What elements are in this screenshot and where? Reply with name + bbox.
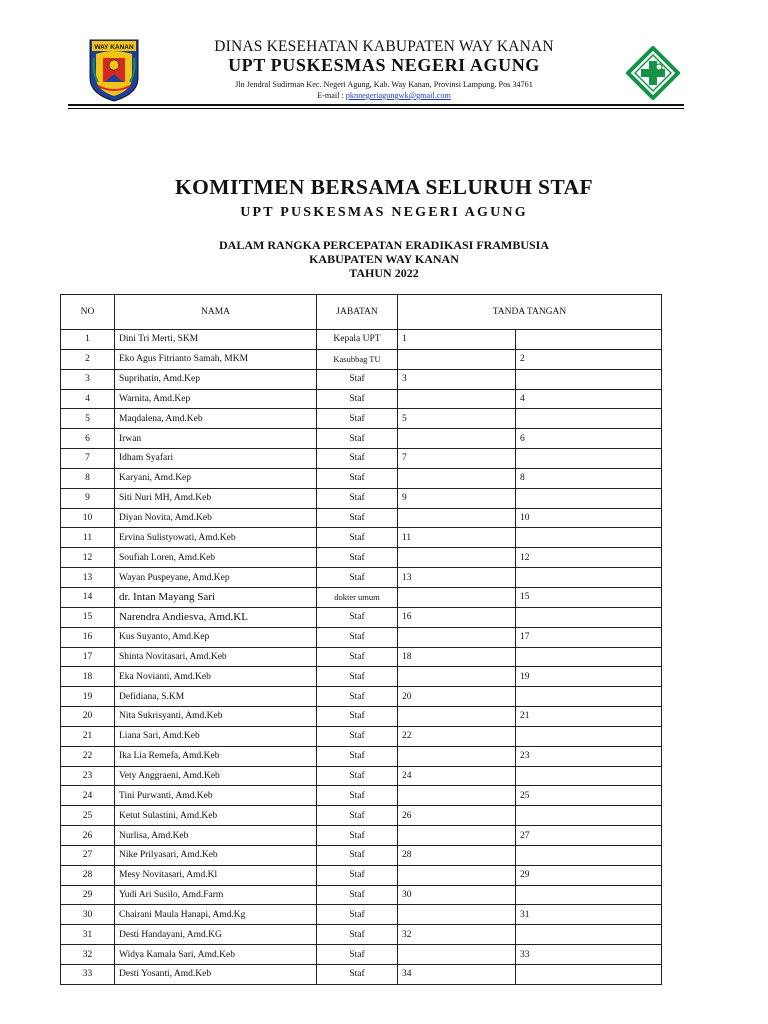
staff-name: Desti Yosanti, Amd.Keb (115, 965, 317, 985)
table-row (61, 389, 662, 409)
table-row (61, 369, 662, 389)
signature-cell[interactable]: 3 (398, 369, 516, 389)
staff-name: Defidiana, S.KM (115, 687, 317, 707)
row-number: 6 (61, 429, 115, 449)
staff-name: Kus Suyanto, Amd.Kep (115, 627, 317, 647)
staff-position: Staf (317, 409, 398, 429)
row-number: 4 (61, 389, 115, 409)
signature-cell[interactable]: 34 (398, 965, 516, 985)
letterhead (0, 0, 768, 112)
signature-cell[interactable]: 26 (398, 806, 516, 826)
table-row (61, 409, 662, 429)
table-row (61, 468, 662, 488)
staff-position: Staf (317, 746, 398, 766)
staff-position: Staf (317, 905, 398, 925)
signature-cell[interactable]: 2 (516, 349, 662, 369)
row-number: 16 (61, 627, 115, 647)
staff-position: Staf (317, 885, 398, 905)
row-number: 18 (61, 667, 115, 687)
table-row (61, 627, 662, 647)
row-number: 21 (61, 726, 115, 746)
staff-position: Staf (317, 826, 398, 846)
staff-name: Diyan Novita, Amd.Keb (115, 508, 317, 528)
signature-cell[interactable]: 18 (398, 647, 516, 667)
row-number: 27 (61, 845, 115, 865)
staff-position: Staf (317, 865, 398, 885)
staff-name: Warnita, Amd.Kep (115, 389, 317, 409)
signature-cell[interactable]: 20 (398, 687, 516, 707)
staff-name: Vety Anggraeni, Amd.Keb (115, 766, 317, 786)
header-no: NO (61, 295, 115, 330)
table-row (61, 548, 662, 568)
signature-cell[interactable]: 24 (398, 766, 516, 786)
staff-name: Liana Sari, Amd.Keb (115, 726, 317, 746)
staff-name: Mesy Novitasari, Amd.Kl (115, 865, 317, 885)
signature-cell-empty[interactable] (516, 726, 662, 746)
row-number: 19 (61, 687, 115, 707)
table-row (61, 806, 662, 826)
row-number: 3 (61, 369, 115, 389)
signature-cell-empty[interactable] (516, 766, 662, 786)
table-row (61, 667, 662, 687)
header-tanda-tangan: TANDA TANGAN (398, 295, 662, 330)
staff-name: Eka Novianti, Amd.Keb (115, 667, 317, 687)
signature-cell-empty[interactable] (516, 568, 662, 588)
staff-position: dokter umum (317, 587, 398, 607)
staff-position: Staf (317, 945, 398, 965)
row-number: 10 (61, 508, 115, 528)
table-row (61, 568, 662, 588)
email-link[interactable]: pknnegeriagungwk@gmail.com (345, 91, 451, 100)
email-label: E-mail : (317, 91, 346, 100)
signature-cell[interactable]: 28 (398, 845, 516, 865)
staff-position: Staf (317, 647, 398, 667)
signature-cell[interactable]: 30 (398, 885, 516, 905)
signature-cell[interactable]: 12 (516, 548, 662, 568)
staff-name: Desti Handayani, Amd.KG (115, 925, 317, 945)
staff-name: Ervina Sulistyowati, Amd.Keb (115, 528, 317, 548)
signature-cell[interactable]: 13 (398, 568, 516, 588)
table-row (61, 607, 662, 627)
purpose-line-3: TAHUN 2022 (349, 266, 419, 280)
row-number: 30 (61, 905, 115, 925)
staff-name: Suprihatin, Amd.Kep (115, 369, 317, 389)
staff-position: Staf (317, 548, 398, 568)
staff-position: Staf (317, 429, 398, 449)
staff-position: Staf (317, 806, 398, 826)
row-number: 13 (61, 568, 115, 588)
staff-name: Ketut Sulastini, Amd.Keb (115, 806, 317, 826)
table-row (61, 429, 662, 449)
signature-cell-empty[interactable] (398, 786, 516, 806)
staff-name: Yudi Ari Susilo, Amd.Farm (115, 885, 317, 905)
table-row (61, 349, 662, 369)
row-number: 11 (61, 528, 115, 548)
table-row (61, 528, 662, 548)
signature-cell[interactable]: 21 (516, 707, 662, 727)
row-number: 1 (61, 330, 115, 350)
staff-position: Staf (317, 667, 398, 687)
header-nama: NAMA (115, 295, 317, 330)
staff-name: Idham Syafari (115, 449, 317, 469)
staff-position: Staf (317, 568, 398, 588)
signature-cell[interactable]: 4 (516, 389, 662, 409)
signature-cell-empty[interactable] (398, 945, 516, 965)
signature-cell[interactable]: 7 (398, 449, 516, 469)
staff-position: Staf (317, 449, 398, 469)
signature-cell[interactable]: 1 (398, 330, 516, 350)
upt-name: UPT PUSKESMAS NEGERI AGUNG (228, 55, 540, 75)
signature-cell[interactable]: 17 (516, 627, 662, 647)
staff-position: Staf (317, 786, 398, 806)
signature-cell[interactable]: 25 (516, 786, 662, 806)
table-row (61, 746, 662, 766)
staff-position: Staf (317, 687, 398, 707)
row-number: 2 (61, 349, 115, 369)
signature-cell[interactable]: 29 (516, 865, 662, 885)
staff-position: Staf (317, 369, 398, 389)
signature-cell-empty[interactable] (398, 389, 516, 409)
signature-cell-empty[interactable] (398, 905, 516, 925)
staff-position: Staf (317, 766, 398, 786)
signature-cell-empty[interactable] (398, 587, 516, 607)
signature-cell-empty[interactable] (516, 409, 662, 429)
table-row (61, 925, 662, 945)
staff-position: Staf (317, 707, 398, 727)
signature-cell-empty[interactable] (398, 627, 516, 647)
row-number: 5 (61, 409, 115, 429)
staff-position: Staf (317, 488, 398, 508)
signature-cell[interactable]: 31 (516, 905, 662, 925)
table-row (61, 885, 662, 905)
table-row (61, 905, 662, 925)
row-number: 15 (61, 607, 115, 627)
table-row (61, 726, 662, 746)
row-number: 26 (61, 826, 115, 846)
signature-cell-empty[interactable] (516, 330, 662, 350)
signature-cell-empty[interactable] (516, 647, 662, 667)
staff-position: Staf (317, 389, 398, 409)
emblem-label: WAY KANAN (94, 44, 134, 51)
staff-position: Staf (317, 607, 398, 627)
table-row (61, 786, 662, 806)
staff-name: Tini Purwanti, Amd.Keb (115, 786, 317, 806)
staff-name: Irwan (115, 429, 317, 449)
signature-cell[interactable]: 6 (516, 429, 662, 449)
signature-cell-empty[interactable] (398, 548, 516, 568)
purpose-line-2: KABUPATEN WAY KANAN (309, 252, 459, 266)
table-row (61, 865, 662, 885)
staff-name: dr. Intan Mayang Sari (115, 587, 317, 607)
staff-position: Staf (317, 925, 398, 945)
signature-cell[interactable]: 9 (398, 488, 516, 508)
table-row (61, 488, 662, 508)
letterhead-rule (68, 104, 684, 106)
signature-cell-empty[interactable] (516, 528, 662, 548)
signature-cell-empty[interactable] (398, 349, 516, 369)
signature-cell[interactable]: 5 (398, 409, 516, 429)
row-number: 23 (61, 766, 115, 786)
table-row (61, 587, 662, 607)
staff-name: Shinta Novitasari, Amd.Keb (115, 647, 317, 667)
signature-cell-empty[interactable] (516, 965, 662, 985)
row-number: 12 (61, 548, 115, 568)
staff-name: Ika Lia Remefa, Amd.Keb (115, 746, 317, 766)
table-row (61, 766, 662, 786)
signature-cell-empty[interactable] (516, 488, 662, 508)
signature-cell-empty[interactable] (398, 429, 516, 449)
row-number: 25 (61, 806, 115, 826)
table-row (61, 647, 662, 667)
staff-position: Staf (317, 468, 398, 488)
row-number: 8 (61, 468, 115, 488)
document-purpose (0, 238, 768, 280)
signature-cell-empty[interactable] (516, 925, 662, 945)
row-number: 29 (61, 885, 115, 905)
signature-cell[interactable]: 23 (516, 746, 662, 766)
table-row (61, 449, 662, 469)
staff-position: Staf (317, 726, 398, 746)
staff-name: Siti Nuri MH, Amd.Keb (115, 488, 317, 508)
staff-commitment-table (60, 294, 662, 985)
staff-position: Staf (317, 627, 398, 647)
row-number: 33 (61, 965, 115, 985)
signature-cell[interactable]: 16 (398, 607, 516, 627)
signature-cell-empty[interactable] (516, 885, 662, 905)
signature-cell-empty[interactable] (516, 369, 662, 389)
table-row (61, 330, 662, 350)
signature-cell-empty[interactable] (398, 746, 516, 766)
staff-name: Wayan Puspeyane, Amd.Kep (115, 568, 317, 588)
signature-cell[interactable]: 27 (516, 826, 662, 846)
staff-name: Karyani, Amd.Kep (115, 468, 317, 488)
staff-position: Staf (317, 845, 398, 865)
signature-cell-empty[interactable] (398, 865, 516, 885)
staff-name: Soufiah Loren, Amd.Keb (115, 548, 317, 568)
table-row (61, 965, 662, 985)
signature-cell-empty[interactable] (516, 687, 662, 707)
staff-position: Kasubbag TU (317, 349, 398, 369)
purpose-line-1: DALAM RANGKA PERCEPATAN ERADIKASI FRAMBUSIA (218, 238, 549, 252)
row-number: 7 (61, 449, 115, 469)
signature-cell[interactable]: 32 (398, 925, 516, 945)
staff-name: Widya Kamala Sari, Amd.Keb (115, 945, 317, 965)
table-row (61, 508, 662, 528)
row-number: 28 (61, 865, 115, 885)
row-number: 14 (61, 587, 115, 607)
puskesmas-logo-icon (626, 46, 680, 100)
row-number: 22 (61, 746, 115, 766)
staff-name: Chairani Maula Hanapi, Amd.Kg (115, 905, 317, 925)
staff-name: Nike Prilyasari, Amd.Keb (115, 845, 317, 865)
table-row (61, 945, 662, 965)
signature-cell[interactable]: 10 (516, 508, 662, 528)
signature-cell[interactable]: 22 (398, 726, 516, 746)
staff-name: Maqdalena, Amd.Keb (115, 409, 317, 429)
signature-cell[interactable]: 8 (516, 468, 662, 488)
staff-name: Narendra Andiesva, Amd.KL (115, 607, 317, 627)
staff-name: Dini Tri Merti, SKM (115, 330, 317, 350)
signature-cell-empty[interactable] (398, 667, 516, 687)
row-number: 31 (61, 925, 115, 945)
address: Jln Jendral Sudirman Kec. Negeri Agung, Kab. Way Kanan, Provinsi Lampung. Pos 34761 (235, 80, 533, 89)
signature-cell-empty[interactable] (398, 508, 516, 528)
row-number: 24 (61, 786, 115, 806)
signature-cell-empty[interactable] (398, 826, 516, 846)
signature-cell-empty[interactable] (398, 707, 516, 727)
staff-position: Staf (317, 508, 398, 528)
table-header-row (61, 295, 662, 330)
row-number: 9 (61, 488, 115, 508)
staff-position: Staf (317, 965, 398, 985)
signature-cell-empty[interactable] (516, 607, 662, 627)
signature-cell[interactable]: 33 (516, 945, 662, 965)
staff-position: Staf (317, 528, 398, 548)
signature-cell-empty[interactable] (398, 468, 516, 488)
table-row (61, 845, 662, 865)
document-subtitle: UPT PUSKESMAS NEGERI AGUNG (240, 205, 528, 220)
table-row (61, 826, 662, 846)
row-number: 32 (61, 945, 115, 965)
signature-cell-empty[interactable] (516, 449, 662, 469)
document-title: KOMITMEN BERSAMA SELURUH STAF (175, 175, 593, 199)
table-row (61, 687, 662, 707)
table-body (61, 330, 662, 985)
signature-cell-empty[interactable] (516, 845, 662, 865)
letterhead-rule-thin (68, 108, 684, 109)
row-number: 17 (61, 647, 115, 667)
staff-name: Nurlisa, Amd.Keb (115, 826, 317, 846)
row-number: 20 (61, 707, 115, 727)
staff-name: Nita Sukrisyanti, Amd.Keb (115, 707, 317, 727)
staff-position: Kepala UPT (317, 330, 398, 350)
staff-name: Eko Agus Fitrianto Samah, MKM (115, 349, 317, 369)
signature-cell[interactable]: 15 (516, 587, 662, 607)
signature-cell[interactable]: 19 (516, 667, 662, 687)
table-row (61, 707, 662, 727)
agency-name: DINAS KESEHATAN KABUPATEN WAY KANAN (214, 38, 554, 55)
header-jabatan: JABATAN (317, 295, 398, 330)
signature-cell[interactable]: 11 (398, 528, 516, 548)
signature-cell-empty[interactable] (516, 806, 662, 826)
